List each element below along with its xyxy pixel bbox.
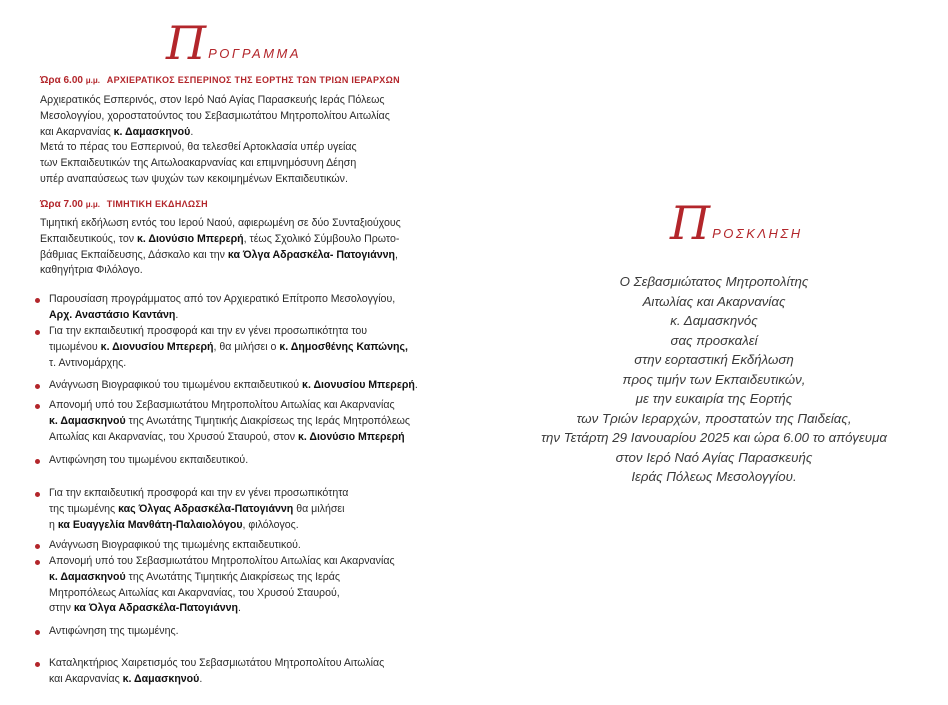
- invitation-line: κ. Δαμασκηνός: [670, 313, 758, 328]
- text: βάθμιας Εκπαίδευσης, Δάσκαλο και την: [40, 248, 228, 261]
- text: της τιμωμένης: [49, 502, 119, 515]
- text: , θα μιλήσει ο: [213, 340, 280, 353]
- section1-heading: [40, 75, 400, 86]
- bullet-line: Για την εκπαιδευτική προσφορά και την εν γένει προσωπικότητα του: [49, 325, 368, 337]
- section1-line-text: και Ακαρνανίας: [40, 125, 114, 138]
- text: η: [49, 518, 58, 531]
- invitation-line: στον Ιερό Ναό Αγίας Παρασκευής: [615, 449, 813, 465]
- text: .: [238, 602, 241, 615]
- bullet-line: [49, 340, 408, 356]
- bullet-line: Απονομή υπό του Σεβασμιωτάτου Μητροπολίτου Αιτωλίας και Ακαρνανίας: [49, 399, 395, 411]
- section2-intro: [40, 216, 401, 279]
- invitation-line: Ιεράς Πόλεως Μεσολογγίου.: [631, 469, 797, 484]
- bullet-item: [40, 656, 384, 688]
- bullet-line: [49, 672, 384, 688]
- section2-heading: [40, 199, 208, 210]
- invitation-line: Αιτωλίας και Ακαρνανίας: [642, 293, 786, 309]
- text: θα μιλήσει: [293, 502, 345, 515]
- name-bold: κ. Διονύσιο Μπερερή: [297, 430, 405, 443]
- section1-line-text: .: [190, 125, 194, 138]
- bullet-dot-icon: [35, 298, 40, 303]
- bullet-line: [49, 518, 348, 534]
- section1-unit: μ.μ.: [85, 76, 100, 85]
- bullet-line: Αντιφώνηση του τιμωμένου εκπαιδευτικού.: [49, 454, 249, 466]
- text: , τέως Σχολικό Σύμβουλο Πρωτο-: [243, 232, 400, 245]
- section2-line: [40, 232, 401, 248]
- section1-line: Μεσολογγίου, χοροστατούντος του Σεβασμιωτάτου Μητροπολίτου Αιτωλίας: [40, 109, 390, 122]
- section1-line: των Εκπαιδευτικών της Αιτωλοακαρνανίας και επιμνημόσυνη Δέηση: [40, 157, 357, 170]
- section1-line: Μετά το πέρας του Εσπερινού, θα τελεσθεί Αρτοκλασία υπέρ υγείας: [40, 141, 357, 154]
- bullet-line: τ. Αντινομάρχης.: [49, 356, 127, 369]
- section1-text: [40, 93, 390, 188]
- name-bold: κας Όλγας Αδρασκέλα-Πατογιάννη: [118, 502, 294, 515]
- bullet-item: [40, 486, 348, 533]
- bullet-dot-icon: [35, 630, 40, 635]
- bullet-item: [40, 378, 418, 394]
- bullet-line: [49, 601, 395, 617]
- section1-time: Ώρα 6.00: [40, 75, 83, 86]
- bullet-line: [49, 378, 418, 394]
- bullet-line: Καταληκτήριος Χαιρετισμός του Σεβασμιωτάτου Μητροπολίτου Αιτωλίας: [49, 657, 385, 669]
- bullet-line: Ανάγνωση Βιογραφικού της τιμωμένης εκπαιδευτικού.: [49, 539, 301, 551]
- bullet-dot-icon: [35, 662, 40, 667]
- text: τιμωμένου: [49, 340, 101, 353]
- text: της Ανωτάτης Τιμητικής Διακρίσεως της Ιεράς Μητροπόλεως: [125, 414, 411, 427]
- bullet-line: [49, 570, 395, 586]
- name-bold: κ. Διονύσιο Μπερερή: [136, 232, 244, 245]
- bullet-item: [40, 538, 301, 554]
- text: ,: [395, 248, 398, 261]
- bullet-line: [49, 308, 395, 324]
- name-bold: κ. Δημοσθένης Καπώνης,: [279, 340, 408, 353]
- invitation-line: την Τετάρτη 29 Ιανουαρίου 2025 και ώρα 6.00 το απόγευμα: [541, 430, 887, 445]
- bullet-item: [40, 554, 395, 617]
- name-bold: κ. Δαμασκηνού: [49, 414, 126, 427]
- invitation-text: [480, 272, 948, 487]
- name-bold: κ. Διονυσίου Μπερερή: [302, 379, 415, 391]
- section2-unit: μ.μ.: [85, 200, 100, 209]
- text: στην: [49, 602, 74, 615]
- bullet-dot-icon: [35, 330, 40, 335]
- bullet-dot-icon: [35, 560, 40, 565]
- name-bold: κα Όλγα Αδρασκέλα-Πατογιάννη: [73, 602, 238, 615]
- text: .: [175, 308, 179, 321]
- invitation-title: [670, 196, 803, 250]
- name-bold: κ. Δαμασκηνού: [49, 570, 126, 583]
- invitation-line: προς τιμήν των Εκπαιδευτικών,: [622, 371, 806, 387]
- bullet-dot-icon: [35, 384, 40, 389]
- bullet-line: Παρουσίαση προγράμματος από τον Αρχιερατικό Επίτροπο Μεσολογγίου,: [49, 293, 396, 305]
- program-title-initial: Π: [166, 16, 207, 70]
- bullet-line: [49, 414, 410, 430]
- text: και Ακαρνανίας: [49, 672, 123, 685]
- text: Αιτωλίας και Ακαρνανίας, του Χρυσού Σταυρού, στον: [49, 430, 298, 443]
- text: Εκπαιδευτικούς, τον: [40, 232, 137, 245]
- text: Ανάγνωση Βιογραφικού του τιμωμένου εκπαιδευτικού: [49, 379, 303, 391]
- section2-line: [40, 248, 401, 264]
- section1-line: υπέρ αναπαύσεως των ψυχών των κεκοιμημένων Εκπαιδευτικών.: [40, 172, 348, 185]
- text: .: [414, 379, 418, 391]
- section1-line: Αρχιερατικός Εσπερινός, στον Ιερό Ναό Αγίας Παρασκευής Ιεράς Πόλεως: [40, 94, 385, 106]
- text: .: [199, 672, 203, 685]
- section2-time: Ώρα 7.00: [40, 199, 83, 210]
- bullet-line: Αντιφώνηση της τιμωμένης.: [49, 625, 179, 637]
- section1-line-bold: κ. Δαμασκηνού: [113, 125, 191, 138]
- invitation-line: στην εορταστική Εκδήλωση: [634, 352, 794, 367]
- invitation-line: σας προσκαλεί: [670, 332, 758, 348]
- invitation-line: Ο Σεβασμιώτατος Μητροπολίτης: [619, 274, 809, 289]
- text: της Ανωτάτης Τιμητικής Διακρίσεως της Ιεράς: [125, 570, 341, 583]
- bullet-line: Για την εκπαιδευτική προσφορά και την εν γένει προσωπικότητα: [49, 487, 349, 499]
- invitation-title-initial: Π: [670, 196, 711, 250]
- bullet-item: [40, 324, 408, 371]
- bullet-dot-icon: [35, 544, 40, 549]
- section1-line: [40, 125, 390, 141]
- name-bold: κ. Δαμασκηνού: [122, 672, 200, 685]
- bullet-dot-icon: [35, 404, 40, 409]
- bullet-item: [40, 453, 248, 469]
- bullet-dot-icon: [35, 459, 40, 464]
- bullet-line: [49, 430, 410, 446]
- invitation-line: με την ευκαιρία της Εορτής: [635, 391, 793, 406]
- section2-line: καθηγήτρια Φιλόλογο.: [40, 264, 143, 277]
- name-bold: κ. Διονυσίου Μπερερή: [100, 340, 214, 353]
- section2-caption: ΤΙΜΗΤΙΚΗ ΕΚΔΗΛΩΣΗ: [106, 199, 208, 209]
- program-title: [166, 16, 302, 70]
- bullet-line: Απονομή υπό του Σεβασμιωτάτου Μητροπολίτου Αιτωλίας και Ακαρνανίας: [49, 555, 395, 567]
- name-bold: Αρχ. Αναστάσιο Καντάνη: [49, 308, 176, 321]
- bullet-line: [49, 502, 348, 518]
- bullet-dot-icon: [35, 492, 40, 497]
- name-bold: κα Ευαγγελία Μανθάτη-Παλαιολόγου: [57, 518, 243, 531]
- invitation-line: των Τριών Ιεραρχών, προστατών της Παιδείας,: [576, 410, 852, 426]
- section2-line: Τιμητική εκδήλωση εντός του Ιερού Ναού, αφιερωμένη σε δύο Συνταξιούχους: [40, 217, 401, 229]
- bullet-line: Μητροπόλεως Αιτωλίας και Ακαρνανίας, του Χρυσού Σταυρού,: [49, 586, 340, 599]
- bullet-item: [40, 398, 410, 445]
- section1-caption: ΑΡΧΙΕΡΑΤΙΚΟΣ ΕΣΠΕΡΙΝΟΣ ΤΗΣ ΕΟΡΤΗΣ ΤΩΝ ΤΡΙΩΝ ΙΕΡΑΡΧΩΝ: [106, 75, 400, 85]
- name-bold: κα Όλγα Αδρασκέλα- Πατογιάννη: [227, 248, 395, 261]
- bullet-item: [40, 624, 179, 640]
- text: , φιλόλογος.: [242, 518, 299, 531]
- bullet-item: [40, 292, 395, 324]
- program-title-rest: ΡΟΓΡΑΜΜΑ: [208, 46, 302, 61]
- invitation-title-rest: ΡΟΣΚΛΗΣΗ: [712, 226, 803, 241]
